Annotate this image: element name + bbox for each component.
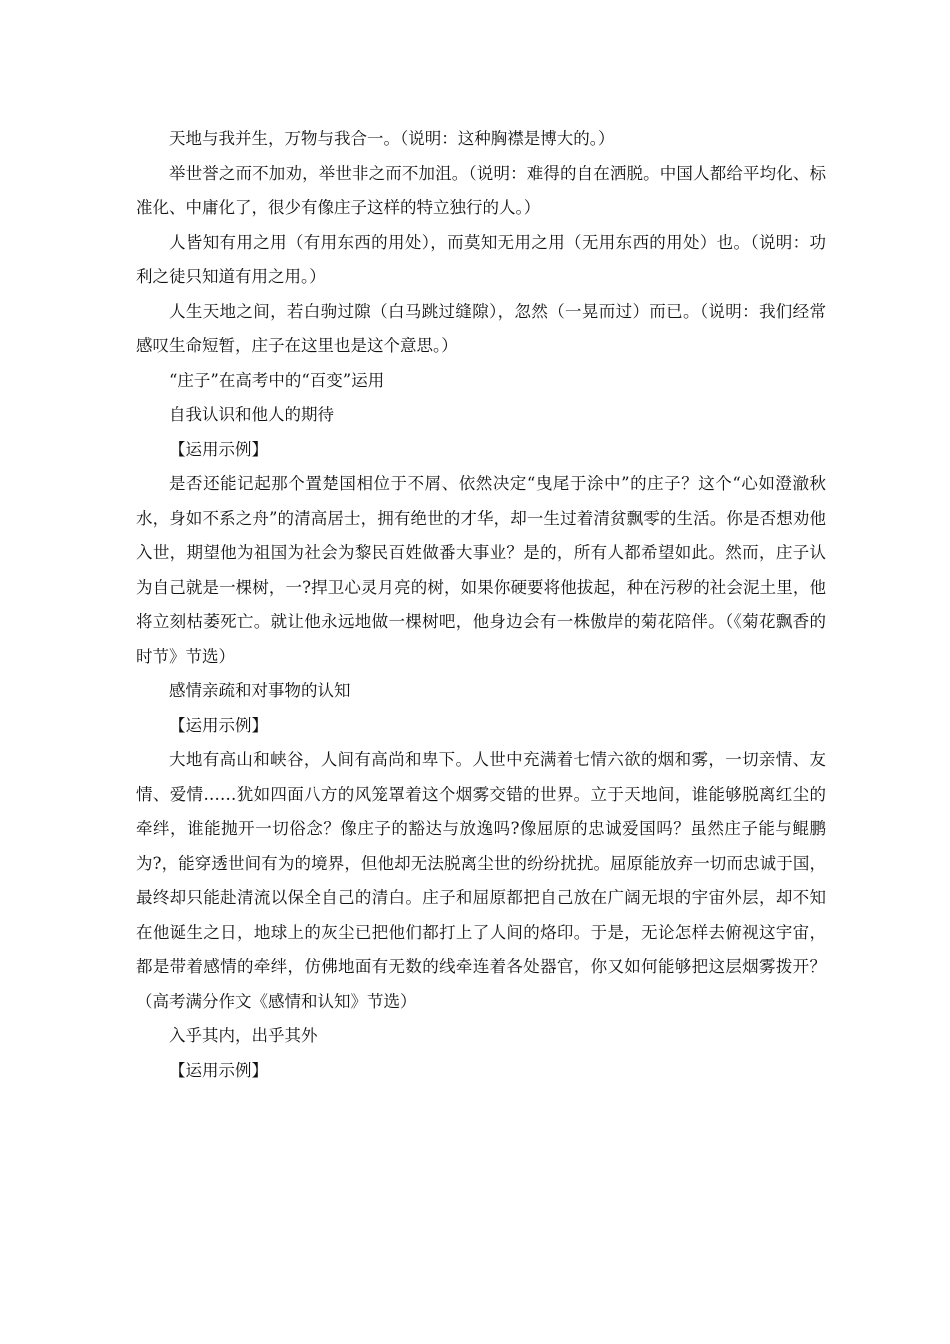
quote-paragraph: 举世誉之而不加劝，举世非之而不加沮。（说明：难得的自在洒脱。中国人都给平均化、标准化、中庸化了，很少有像庄子这样的特立独行的人。） xyxy=(136,163,826,217)
quote-paragraph: 天地与我并生，万物与我合一。（说明：这种胸襟是博大的。） xyxy=(169,129,615,148)
example-paragraph: 大地有高山和峡谷，人间有高尚和卑下。人世中充满着七情六欲的烟和雾，一切亲情、友情、爱情……犹如四面八方的风笼罩着这个烟雾交错的世界。立于天地间，谁能够脱离红尘的牵绊，谁能抛开一切俗念？像庄子的豁达与放逸吗?像屈原的忠诚爱国吗？虽然庄子能与鲲鹏为?，能穿透世间有为的境界，但他却无法脱离尘世的纷纷扰扰。屈原能放弃一切而忠诚于国，最终却只能赴清流以保全自己的清白。庄子和屈原都把自己放在广阔无垠的宇宙外层，却不知在他诞生之日，地球上的灰尘已把他们都打上了人间的烙印。于是，无论怎样去俯视这宇宙，都是带着感情的牵绊，仿佛地面有无数的线牵连着各处器官，你又如何能够把这层烟雾拨开？（高考满分作文《感情和认知》节选） xyxy=(136,750,826,1011)
document-body xyxy=(136,122,826,1088)
subsection-title: 自我认识和他人的期待 xyxy=(169,405,334,424)
quote-paragraph: 人皆知有用之用（有用东西的用处），而莫知无用之用（无用东西的用处）也。（说明：功利之徒只知道有用之用。） xyxy=(136,232,826,286)
example-label: 【运用示例】 xyxy=(169,715,268,735)
subsection-title: 入乎其内，出乎其外 xyxy=(169,1026,318,1045)
quote-paragraph: 人生天地之间，若白驹过隙（白马跳过缝隙），忽然（一晃而过）而已。（说明：我们经常感叹生命短暂，庄子在这里也是这个意思。） xyxy=(136,301,826,355)
section-title: “庄子”在高考中的“百变”运用 xyxy=(169,370,385,390)
example-paragraph: 是否还能记起那个置楚国相位于不屑、依然决定“曳尾于涂中”的庄子？这个“心如澄澈秋水，身如不系之舟”的清高居士，拥有绝世的才华，却一生过着清贫飘零的生活。你是否想劝他入世，期望他为祖国为社会为黎民百姓做番大事业？是的，所有人都希望如此。然而，庄子认为自己就是一棵树，一?捍卫心灵月亮的树，如果你硬要将他拔起，种在污秽的社会泥土里，他将立刻枯萎死亡。就让他永远地做一棵树吧，他身边会有一株傲岸的菊花陪伴。（《菊花飘香的时节》节选） xyxy=(136,474,826,666)
example-label: 【运用示例】 xyxy=(169,1060,268,1080)
subsection-title: 感情亲疏和对事物的认知 xyxy=(169,681,351,700)
example-label: 【运用示例】 xyxy=(169,439,268,459)
